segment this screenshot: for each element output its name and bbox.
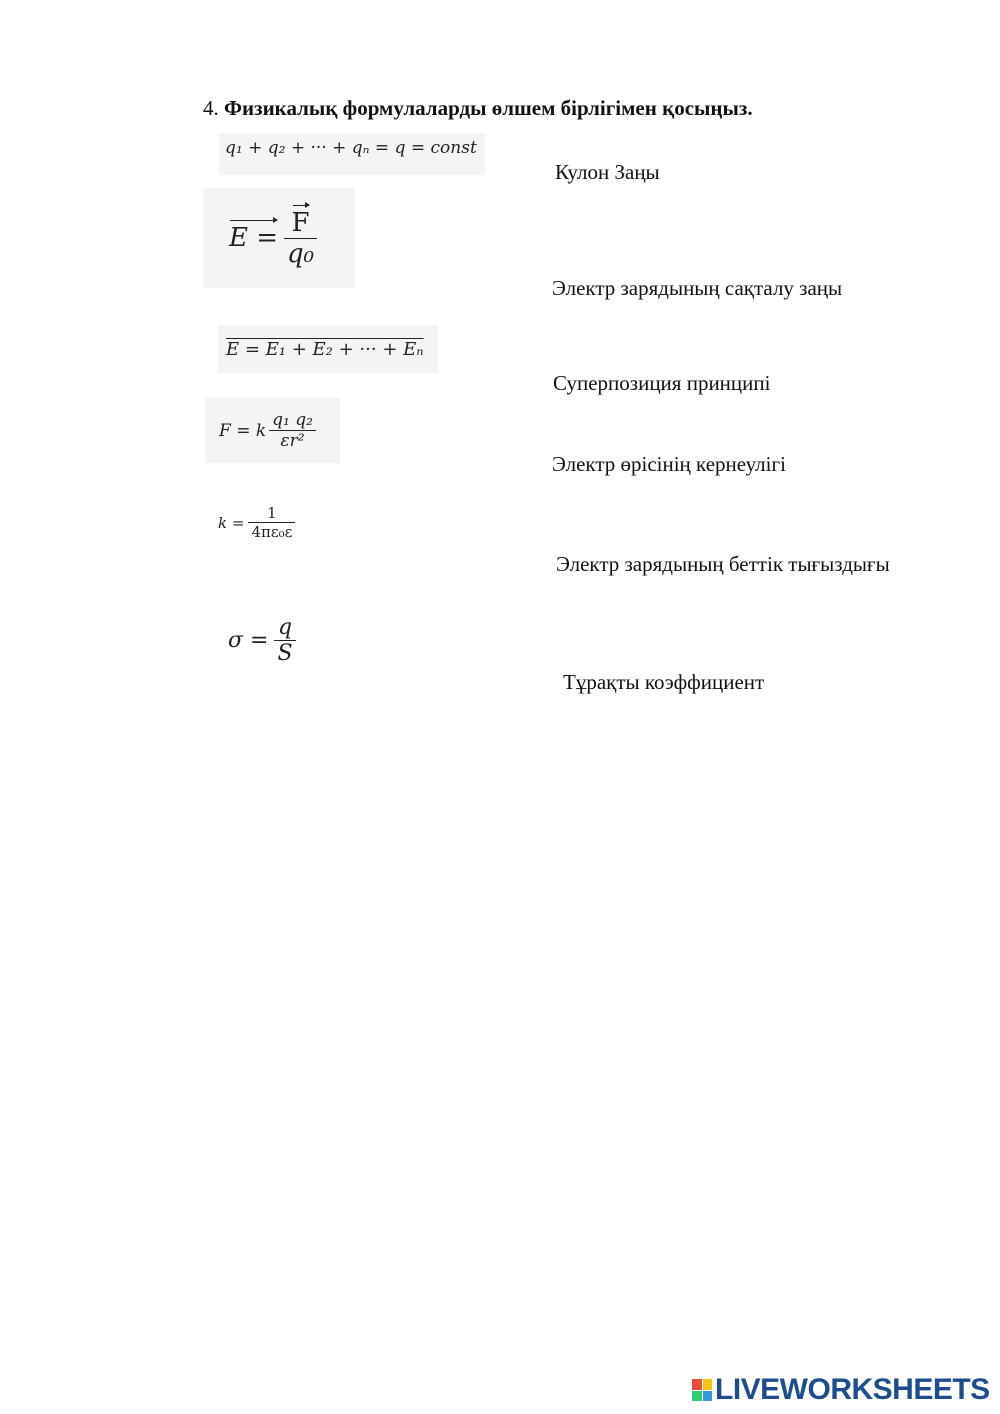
task-heading <box>203 96 753 121</box>
formula-surface-density-num: q <box>274 615 295 641</box>
formula-constant-lhs: k = <box>218 513 245 532</box>
liveworksheets-brand: LIVEWORKSHEETS <box>715 1373 990 1406</box>
formula-coulomb-den: εr² <box>280 431 305 451</box>
task-instruction: Физикалық формулаларды өлшем бірлігімен қосыңыз. <box>224 96 753 120</box>
formula-surface-density-lhs: σ = <box>228 627 269 653</box>
formula-constant-den: 4πε₀ε <box>251 523 293 541</box>
formula-charge-conservation[interactable] <box>219 133 485 175</box>
label-constant[interactable]: Тұрақты коэффициент <box>563 670 765 694</box>
label-surface-density[interactable]: Электр зарядының беттік тығыздығы <box>556 552 890 576</box>
formula-field-strength-lhs: E = <box>229 223 279 253</box>
formula-field-strength[interactable] <box>203 188 355 288</box>
formula-superposition[interactable] <box>218 325 438 373</box>
liveworksheets-logo[interactable] <box>692 1375 990 1405</box>
formula-field-strength-num: F <box>291 207 310 238</box>
label-coulomb-law[interactable]: Кулон Заңы <box>555 160 660 184</box>
formula-superposition-text: E = E₁ + E₂ + ··· + Eₙ <box>226 339 424 360</box>
formula-surface-density-den: S <box>277 640 293 666</box>
formula-constant-num: 1 <box>248 504 295 523</box>
formula-coulomb-lhs: F = k <box>219 420 267 441</box>
formula-field-strength-den: q₀ <box>287 238 315 269</box>
liveworksheets-logo-icon <box>692 1379 712 1401</box>
label-superposition[interactable]: Суперпозиция принципі <box>553 371 771 395</box>
formula-constant[interactable] <box>212 495 312 550</box>
formula-charge-conservation-text: q₁ + q₂ + ··· + qₙ = q = const <box>225 138 477 158</box>
formula-coulomb-num: q₁ q₂ <box>269 410 316 431</box>
task-number: 4. <box>203 96 219 120</box>
label-field-strength[interactable]: Электр өрісінің кернеулігі <box>552 452 786 476</box>
formula-surface-density[interactable] <box>218 600 328 680</box>
label-charge-conservation[interactable]: Электр зарядының сақталу заңы <box>552 276 843 300</box>
formula-coulomb[interactable] <box>205 398 340 463</box>
